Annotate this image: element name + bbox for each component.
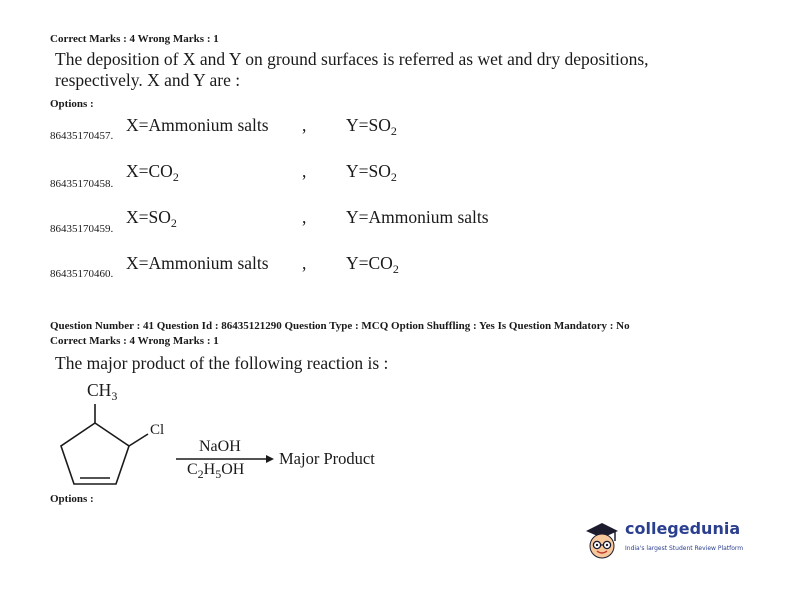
option-x[interactable]: $X=CO_2$ <box>126 161 179 184</box>
option-id: 86435170459. <box>50 223 114 235</box>
brand-tagline: India's largest Student Review Platform <box>625 545 744 552</box>
ring-bonds <box>61 423 129 484</box>
reaction-arrowhead <box>266 455 274 463</box>
option-y[interactable]: Y=Ammonium salts <box>346 207 489 227</box>
option-separator: , <box>302 253 307 273</box>
q40-options-label: Options : <box>50 98 94 110</box>
option-separator: , <box>302 115 307 135</box>
reagent-bottom: $C_2H_5OH$ <box>187 461 245 481</box>
option-x[interactable]: X=Ammonium salts <box>126 253 269 273</box>
option-y[interactable]: $Y=CO_2$ <box>346 253 399 276</box>
reagent-top: NaOH <box>199 438 241 455</box>
chloro-bond <box>129 434 148 446</box>
option-separator: , <box>302 207 307 227</box>
q41-options-label: Options : <box>50 493 94 505</box>
q41-question: The major product of the following reaction is : <box>55 353 389 373</box>
major-product-label: Major Product <box>279 449 375 468</box>
q41-marks: Correct Marks : 4 Wrong Marks : 1 <box>50 335 219 347</box>
option-id: 86435170460. <box>50 268 114 280</box>
option-id: 86435170457. <box>50 130 114 142</box>
brand-logo <box>582 519 752 559</box>
methyl-label: $CH_3$ <box>87 380 118 403</box>
brand-name: collegedunia <box>625 519 741 538</box>
q40-marks: Correct Marks : 4 Wrong Marks : 1 <box>50 33 219 45</box>
q40-question-line1: The deposition of X and Y on ground surfaces is referred as wet and dry depositions, <box>55 49 649 69</box>
option-x[interactable]: $X=SO_2$ <box>126 207 177 230</box>
option-id: 86435170458. <box>50 178 114 190</box>
q40-question-line2: respectively. X and Y are : <box>55 70 241 90</box>
chloro-label: Cl <box>150 422 165 438</box>
option-y[interactable]: $Y=SO_2$ <box>346 115 397 138</box>
option-y[interactable]: $Y=SO_2$ <box>346 161 397 184</box>
option-separator: , <box>302 161 307 181</box>
option-x[interactable]: X=Ammonium salts <box>126 115 269 135</box>
mascot-icon <box>582 519 624 561</box>
q41-header: Question Number : 41 Question Id : 86435121290 Question Type : MCQ Option Shuffling : Yes Is Question Mandatory : No <box>50 320 630 332</box>
